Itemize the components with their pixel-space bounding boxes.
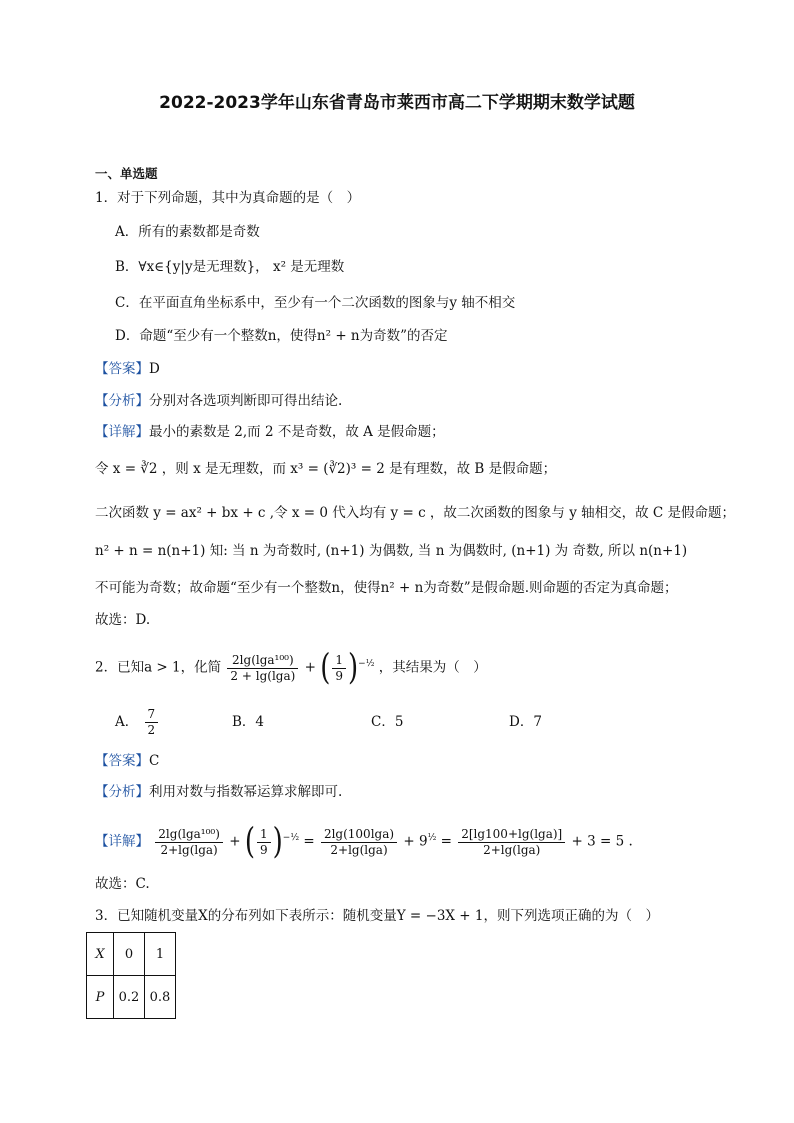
q2-option-a-label: A．: [115, 714, 139, 730]
q2-detail-paren-numerator: 1: [257, 827, 271, 843]
q1-option-d: D．命题“至少有一个整数n，使得n² + n为奇数”的否定: [115, 328, 448, 344]
table-cell: P: [87, 976, 114, 1019]
q2-fraction-numerator: 2lg(lga¹⁰⁰): [227, 653, 298, 669]
q2-detail-end: + 3 = 5 .: [571, 833, 633, 850]
table-cell: X: [87, 933, 114, 976]
q2-detail-paren-denominator: 9: [259, 842, 268, 857]
detail-tag: 【详解】: [95, 833, 149, 850]
q1-analysis: [95, 391, 342, 411]
table-row: [87, 933, 176, 976]
q2-option-d: D．7: [509, 714, 542, 730]
q1-option-a: A．所有的素数都是奇数: [115, 224, 260, 240]
right-paren: ): [272, 821, 283, 863]
q2-plus: +: [304, 659, 316, 676]
q2-detail-fraction-3: [458, 827, 565, 858]
q2-answer: [95, 751, 159, 771]
q1-answer-value: D: [149, 361, 160, 377]
q2-detail-f1-denominator: 2+lg(lga): [160, 842, 218, 857]
q2-analysis: [95, 782, 342, 802]
q2-detail-paren-fraction: [257, 827, 271, 858]
q1-option-b: [115, 257, 344, 277]
answer-tag: 【答案】: [95, 753, 149, 769]
q1-detail-line-1: [95, 422, 445, 442]
q2-option-a: [115, 704, 160, 740]
q2-option-a-denominator: 2: [147, 723, 156, 737]
q1-answer: [95, 359, 160, 379]
q1-detail-line-5: 不可能为奇数；故命题“至少有一个整数n，使得n² + n为奇数”是假命题.则命题的否定为真命题；: [95, 580, 678, 596]
q2-answer-value: C: [149, 753, 160, 769]
q2-detail-f2-denominator: 2+lg(lga): [330, 842, 388, 857]
q2-stem: [95, 644, 487, 688]
q1-option-b-set: B．∀x∈{y|y是无理数}，: [115, 259, 269, 275]
table-cell: 0.2: [114, 976, 145, 1019]
q2-detail-mid: + 9: [403, 833, 428, 850]
q2-detail-f3-denominator: 2+lg(lga): [483, 842, 541, 857]
q3-distribution-table: [86, 932, 176, 1019]
q2-stem-pre: 2．已知a > 1，化简: [95, 659, 222, 676]
q2-detail-f3-numerator: 2[lg100+lg(lga)]: [458, 827, 565, 843]
q2-fraction: [227, 653, 298, 684]
q2-detail-f1-numerator: 2lg(lga¹⁰⁰): [155, 827, 223, 843]
q2-detail-fraction-2: [321, 827, 397, 858]
right-paren: ): [348, 647, 359, 689]
q2-detail-fraction-1: [155, 827, 223, 858]
q2-analysis-text: 利用对数与指数幂运算求解即可.: [149, 784, 343, 800]
q2-detail-eq-2: =: [440, 833, 452, 850]
left-paren: (: [320, 647, 331, 689]
left-paren: (: [244, 821, 255, 863]
table-row: [87, 976, 176, 1019]
q1-detail-line-3: 二次函数 y = ax² + bx + c ,令 x = 0 代入均有 y = c ，故二次函数的图象与 y 轴相交，故 C 是假命题；: [95, 505, 736, 521]
answer-tag: 【答案】: [95, 361, 149, 377]
q2-option-a-fraction: [145, 707, 159, 738]
q2-paren-denominator: 9: [335, 668, 343, 683]
q2-paren-fraction: [332, 653, 346, 684]
q2-conclusion: 故选：C.: [95, 876, 150, 892]
q2-detail-plus: +: [229, 833, 241, 850]
table-cell: 1: [145, 933, 176, 976]
q2-detail-exponent-2: ½: [427, 833, 437, 843]
q1-conclusion: 故选：D.: [95, 612, 151, 628]
q1-detail-line-4: n² + n = n(n+1) 知: 当 n 为奇数时, (n+1) 为偶数, 当 n 为偶数时, (n+1) 为 奇数, 所以 n(n+1): [95, 543, 688, 559]
section-heading: 一、单选题: [95, 166, 158, 181]
q2-exponent: −½: [358, 659, 375, 669]
analysis-tag: 【分析】: [95, 784, 149, 800]
table-cell: 0.8: [145, 976, 176, 1019]
q2-detail-f2-numerator: 2lg(100lga): [321, 827, 397, 843]
q2-option-b: B．4: [232, 714, 265, 730]
q1-stem: 1．对于下列命题，其中为真命题的是（ ）: [95, 190, 361, 206]
q1-detail-line-2: 令 x = ∛2 ，则 x 是无理数，而 x³ = (∛2)³ = 2 是有理数，故 B 是假命题；: [95, 461, 557, 477]
q3-stem: 3．已知随机变量X的分布列如下表所示：随机变量Y = −3X + 1，则下列选项正确的为（ ）: [95, 908, 659, 924]
q2-detail: [95, 816, 633, 864]
page-title: 2022-2023学年山东省青岛市莱西市高二下学期期末数学试题: [159, 93, 635, 113]
q2-detail-exponent-1: −½: [282, 833, 300, 843]
q1-analysis-text: 分别对各选项判断即可得出结论.: [149, 393, 343, 409]
table-cell: 0: [114, 933, 145, 976]
q2-option-c: C．5: [371, 714, 404, 730]
q1-option-c: C．在平面直角坐标系中，至少有一个二次函数的图象与y 轴不相交: [115, 295, 516, 311]
q1-detail-text-1: 最小的素数是 2,而 2 不是奇数，故 A 是假命题；: [149, 424, 445, 440]
q2-fraction-denominator: 2 + lg(lga): [230, 668, 296, 683]
q2-paren-numerator: 1: [332, 653, 346, 669]
q2-stem-post: ，其结果为（ ）: [378, 659, 487, 676]
q1-option-b-claim: x² 是无理数: [272, 259, 345, 275]
q2-option-a-numerator: 7: [145, 707, 159, 723]
q2-detail-eq-1: =: [303, 833, 315, 850]
detail-tag: 【详解】: [95, 424, 149, 440]
analysis-tag: 【分析】: [95, 393, 149, 409]
